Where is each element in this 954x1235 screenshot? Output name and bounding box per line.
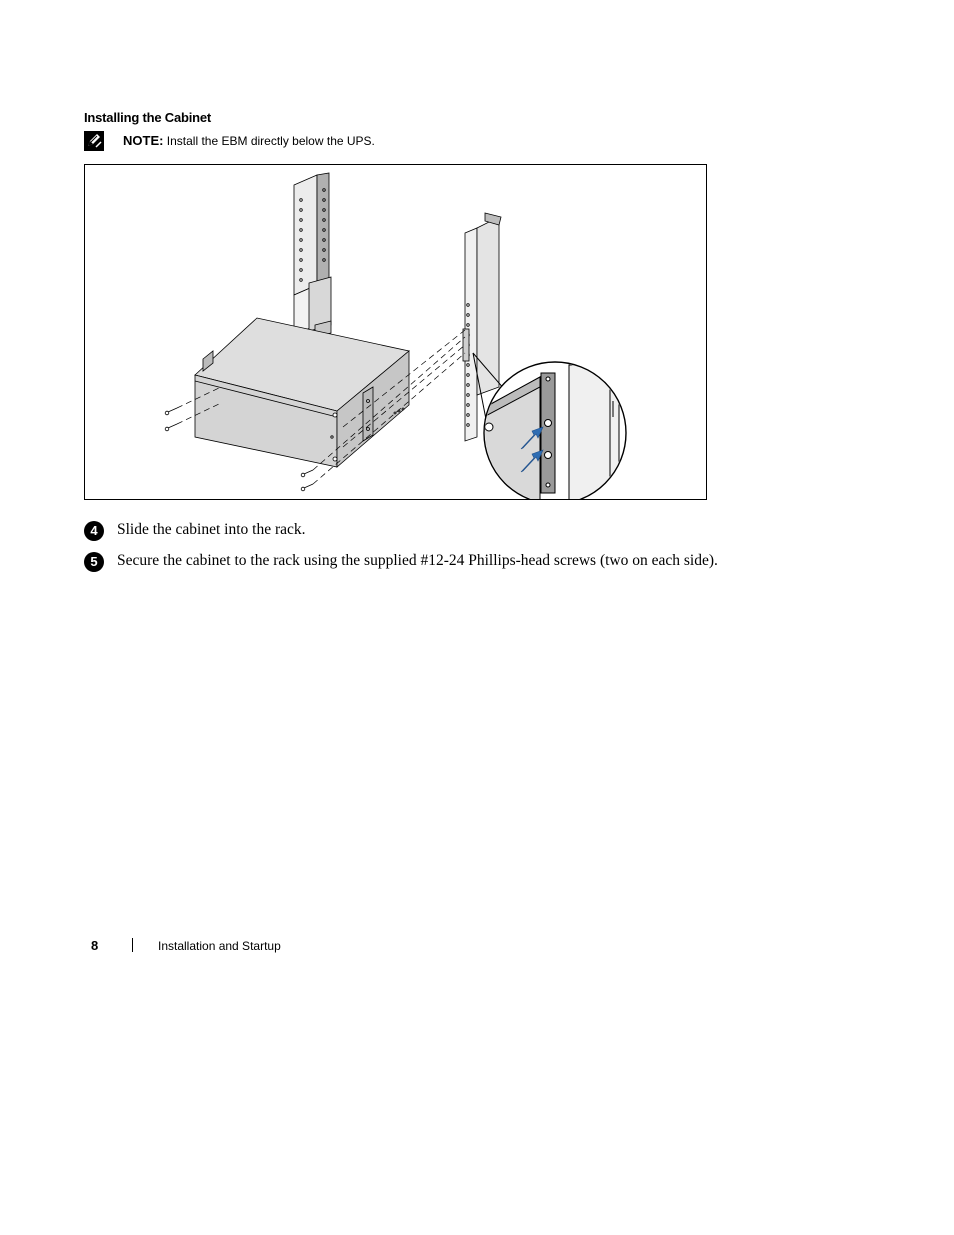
rack-illustration [85, 165, 707, 500]
note-body: Install the EBM directly below the UPS. [163, 134, 375, 148]
footer-title: Installation and Startup [158, 939, 281, 953]
step-4 [84, 520, 904, 542]
note-label: NOTE: [123, 133, 164, 148]
note [84, 131, 684, 153]
step-text: Slide the cabinet into the rack. [117, 521, 306, 538]
note-pencil-icon [84, 131, 104, 151]
installation-figure [84, 164, 707, 500]
step-number-badge: 4 [84, 521, 104, 541]
step-text: Secure the cabinet to the rack using the supplied #12-24 Phillips-head screws (two on each side). [117, 552, 718, 569]
section-heading: Installing the Cabinet [84, 110, 212, 125]
step-number-badge: 5 [84, 552, 104, 572]
footer-divider [132, 938, 133, 952]
page-footer [84, 938, 484, 958]
step-5 [84, 551, 904, 573]
page-number: 8 [91, 938, 99, 953]
note-text [123, 133, 375, 148]
